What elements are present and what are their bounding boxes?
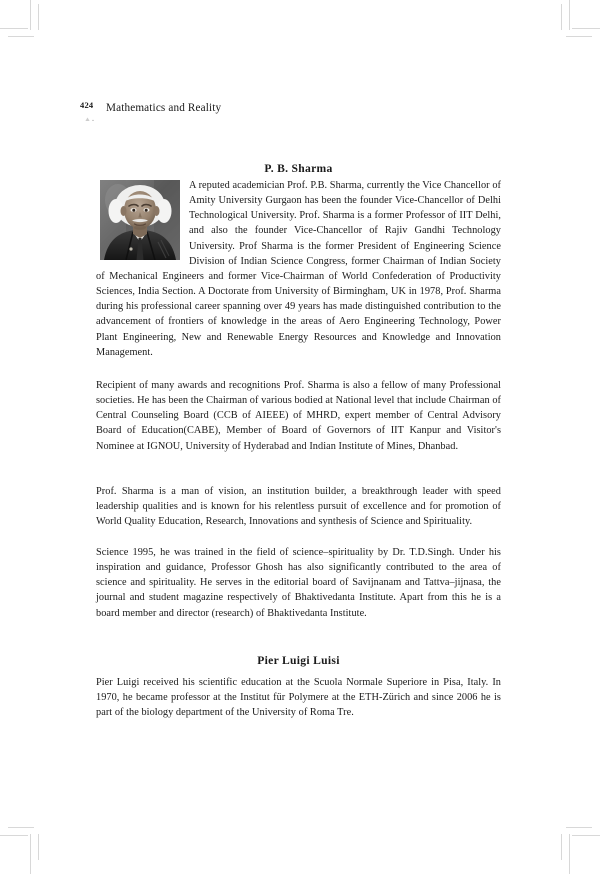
paragraph-sharma-4: Science 1995, he was trained in the field of science–spirituality by Dr. T.D.Singh. Under his inspiration and guidance, Professor Ghosh has also significantly contributed to the area of science and spirituality. He serves in the editorial board of Savijnanam and Tattva–jijnasa, the journal and student magazine respectively of Bhaktivedanta Institute. Apart from this he is a board member and director (research) of Bhaktivedanta Institute. [96,547,501,619]
page-number: 424 [80,100,94,110]
crop-mark-top-right [554,0,600,46]
portrait-p-b-sharma [100,180,180,260]
crop-mark-bottom-left [0,818,46,864]
running-head-title: Mathematics and Reality [106,102,222,114]
section-title-sharma: P. B. Sharma [264,161,333,175]
crop-mark-bottom-right [554,818,600,864]
paragraph-sharma-3: Prof. Sharma is a man of vision, an institution builder, a breakthrough leader with speed leadership qualities and is known for his relentless pursuit of excellence and for promotion of World Quality Education, Research, Innovations and synthesis of Science and Spirituality. [96,486,501,528]
crop-mark-top-left [0,0,46,46]
paragraph-sharma-1-text: A reputed academician Prof. P.B. Sharma, currently the Vice Chancellor of Amity University Gurgaon has been the founder Vice-Chancellor of Delhi Technological University. Prof. Sharma is a former Professor of IIT Delhi, and also the founder Vice-Chancellor of Rajiv Gandhi Technology University. Prof Sharma is the former President of Engineering Science Division of Indian Science Congress, former Chairman of Indian Society of Mechanical Engineers and former Vice-Chairman of World Confederation of Productivity Sciences, India Section. A Doctorate from University of Birmingham, UK in 1978, Prof. Sharma during his professional career spanning over 49 years has made distinguished contribution to the advancement of frontiers of knowledge in the areas of Aero Engineering Technology, Power Plant Engineering, New and Renewable Energy Resources and Knowledge and Innovation Management. [96,180,501,358]
paragraph-luisi-1: Pier Luigi received his scientific education at the Scuola Normale Superiore in Pisa, Italy. In 1970, he became professor at the Institut für Polymere at the ETH-Zürich and since 2006 he is part of the biology department of the University of Roma Tre. [96,677,501,719]
mountain-glyph [81,112,99,121]
paragraph-sharma-2: Recipient of many awards and recognitions Prof. Sharma is also a fellow of many Professional societies. He has been the Chairman of various bodied at National level that include Chairman of Central Counseling Board (CCB of AIEEE) of MHRD, expert member of Central Advisory Board of Education(CABE), Member of Board of Governors of IIT Kanpur and Visitor's Nominee at IGNOU, University of Hyderabad and Indian Institute of Mines, Dhanbad. [96,380,501,452]
page-content [80,0,501,864]
running-head [80,100,510,126]
section-title-luisi: Pier Luigi Luisi [257,653,340,667]
paragraph-sharma-1 [96,178,501,360]
